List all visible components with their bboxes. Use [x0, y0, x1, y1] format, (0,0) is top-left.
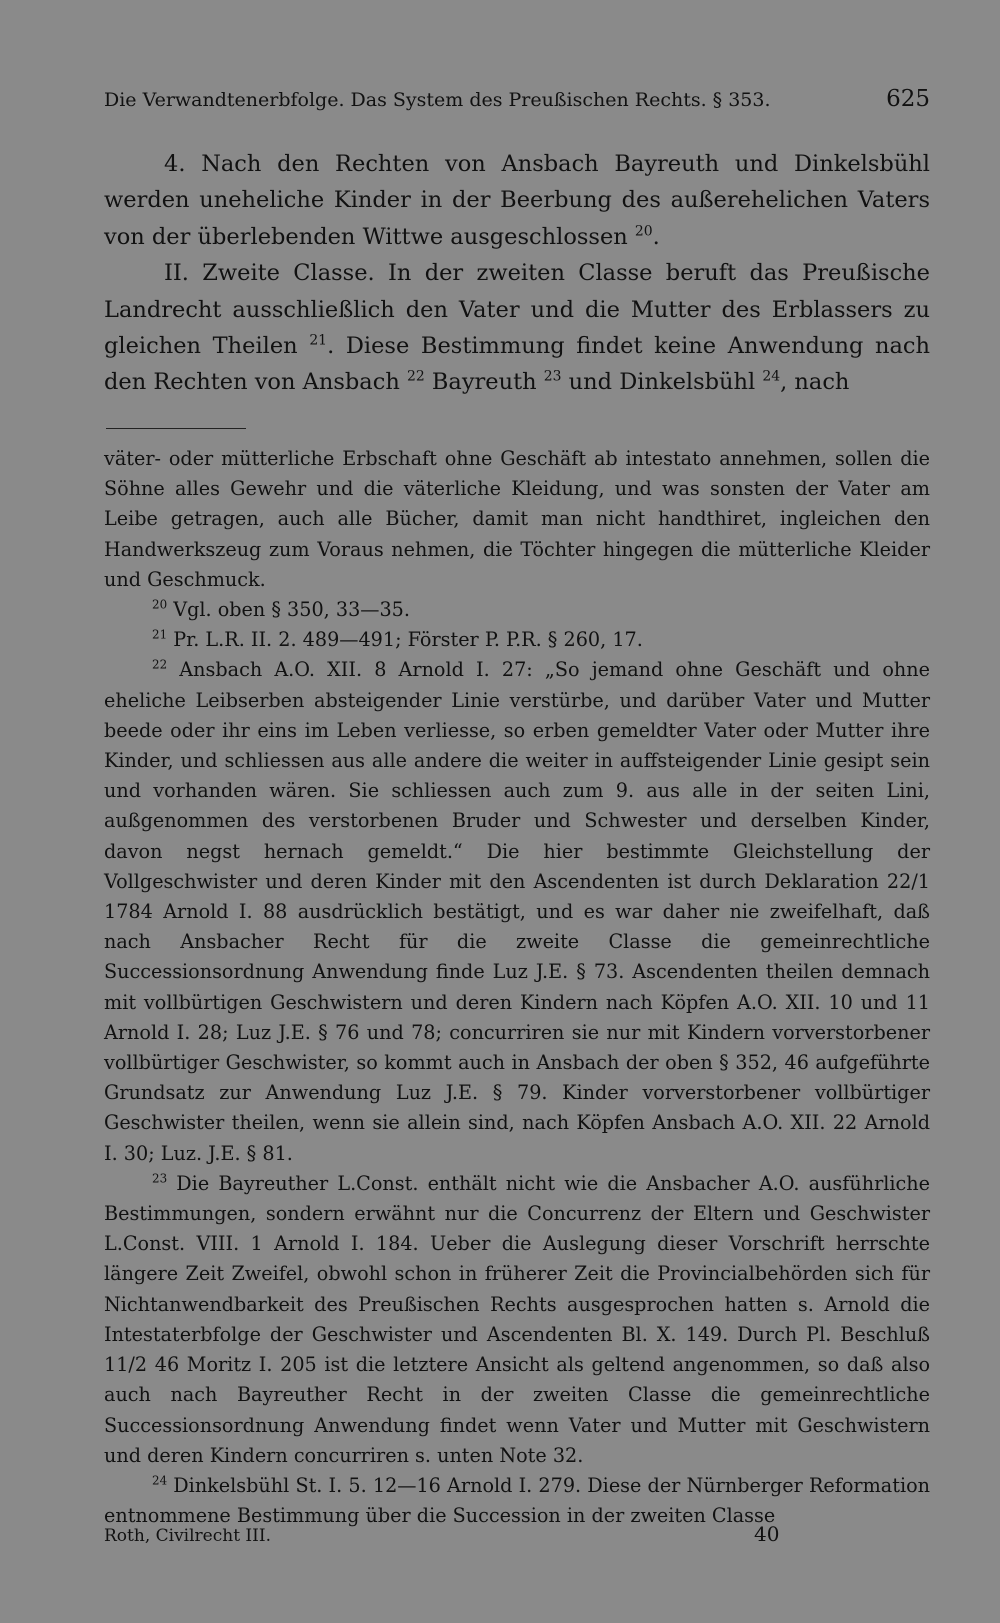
footnote-ref-22: 22 [406, 368, 425, 385]
footnote-20: $^{20}$ Vgl. oben § 350, 33—35. [152, 597, 410, 622]
paragraph-4: 4. Nach den Rechten von Ansbach Bayreuth und Dinkelsbühl werden uneheliche Kinder in der Beerbung des außerehelichen Vaters von der überlebenden Wittwe ausgeschlossen $^{20}$. [104, 151, 930, 250]
page-footer [104, 1522, 930, 1546]
footnote-21: $^{21}$ Pr. L.R. II. 2. 489—491; Förster P. P.R. § 260, 17. [152, 627, 643, 652]
paragraph-zweite-classe: II. Zweite Classe. In der zweiten Classe beruft das Preußische Landrecht ausschließlich den Vater und die Mutter des Erblassers zu gleichen Theilen $^{21}$. Diese Bestimmung findet keine Anwendung nach den Rechten von Ansbach $^{22}$ Bayreuth $^{23}$ und Dinkelsbühl $^{24}$, nach [104, 260, 930, 396]
footnote-ref-20: 20 [634, 223, 653, 240]
page-number: 625 [886, 86, 930, 112]
footnote-ref-24: 24 [762, 368, 781, 385]
footnote-22: $^{22}$ Ansbach A.O. XII. 8 Arnold I. 27: „So jemand ohne Geschäft und ohne eheliche Leibserben absteigender Linie verstürbe, und darüber Vater und Mutter beede oder ihr eins im Leben verliesse, so erben gemeldter Vater oder Mutter ihre Kinder, und schliessen aus alle andere die weiter in auffsteigender Linie gesipt sein und vorhanden wären. Sie schliessen auch zum 9. aus alle in der seiten Lini, außgenommen des verstorbenen Bruder und Schwester und derselben Kinder, davon negst hernach gemeldt.“ Die hier bestimmte Gleichstellung der Vollgeschwister und deren Kinder mit den Ascendenten ist durch Deklaration 22/1 1784 Arnold I. 88 ausdrücklich bestätigt, und es war daher nie zweifelhaft, daß nach Ansbacher Recht für die zweite Classe die gemeinrechtliche Successionsordnung Anwendung finde Luz J.E. § 73. Ascendenten theilen demnach mit vollbürtigen Geschwistern und deren Kindern nach Köpfen A.O. XII. 10 und 11 Arnold I. 28; Luz J.E. § 76 und 78; concurriren sie nur mit Kindern vorverstorbener vollbürtiger Geschwister, so kommt auch in Ansbach der oben § 352, 46 aufgeführte Grundsatz zur Anwendung Luz J.E. § 79. Kinder vorverstorbener vollbürtiger Geschwister theilen, wenn sie allein sind, nach Köpfen Ansbach A.O. XII. 22 Arnold I. 30; Luz. J.E. § 81. [104, 658, 930, 1165]
footnote-ref-23: 23 [543, 368, 562, 385]
running-header [104, 86, 930, 112]
running-title: Die Verwandtenerbfolge. Das System des Preußischen Rechts. § 353. [104, 89, 771, 111]
footnote-divider [106, 428, 246, 429]
main-text [104, 146, 930, 401]
footnote-ref-21: 21 [309, 332, 328, 349]
footnote-23: $^{23}$ Die Bayreuther L.Const. enthält nicht wie die Ansbacher A.O. ausführliche Bestimmungen, sondern erwähnt nur die Concurrenz der Eltern und Geschwister L.Const. VIII. 1 Arnold I. 184. Ueber die Auslegung dieser Vorschrift herrschte längere Zeit Zweifel, obwohl schon in früherer Zeit die Provincialbehörden sich für Nichtanwendbarkeit des Preußischen Rechts ausgesprochen hatten s. Arnold die Intestaterbfolge der Geschwister und Ascendenten Bl. X. 149. Durch Pl. Beschluß 11/2 46 Moritz I. 205 ist die letztere Ansicht als geltend angenommen, so daß also auch nach Bayreuther Recht in der zweiten Classe die gemeinrechtliche Successionsordnung Anwendung findet wenn Vater und Mutter mit Geschwistern und deren Kindern concurriren s. unten Note 32. [104, 1171, 930, 1467]
footnotes [104, 444, 930, 1531]
footnote-24: $^{24}$ Dinkelsbühl St. I. 5. 12—16 Arnold I. 279. Diese der Nürnberger Reformation entnommene Bestimmung über die Succession in der zweiten Classe [104, 1473, 930, 1528]
signature-mark: 40 [754, 1522, 780, 1546]
footnote-continuation: väter- oder mütterliche Erbschaft ohne Geschäft ab intestato annehmen, sollen die Söhne alles Gewehr und die väterliche Kleidung, und was sonsten der Vater am Leibe getragen, auch alle Bücher, damit man nicht handthiret, ingleichen den Handwerkszeug zum Voraus nehmen, die Töchter hingegen die mütterliche Kleider und Geschmuck. [104, 447, 930, 591]
footer-author: Roth, Civilrecht III. [104, 1526, 271, 1546]
